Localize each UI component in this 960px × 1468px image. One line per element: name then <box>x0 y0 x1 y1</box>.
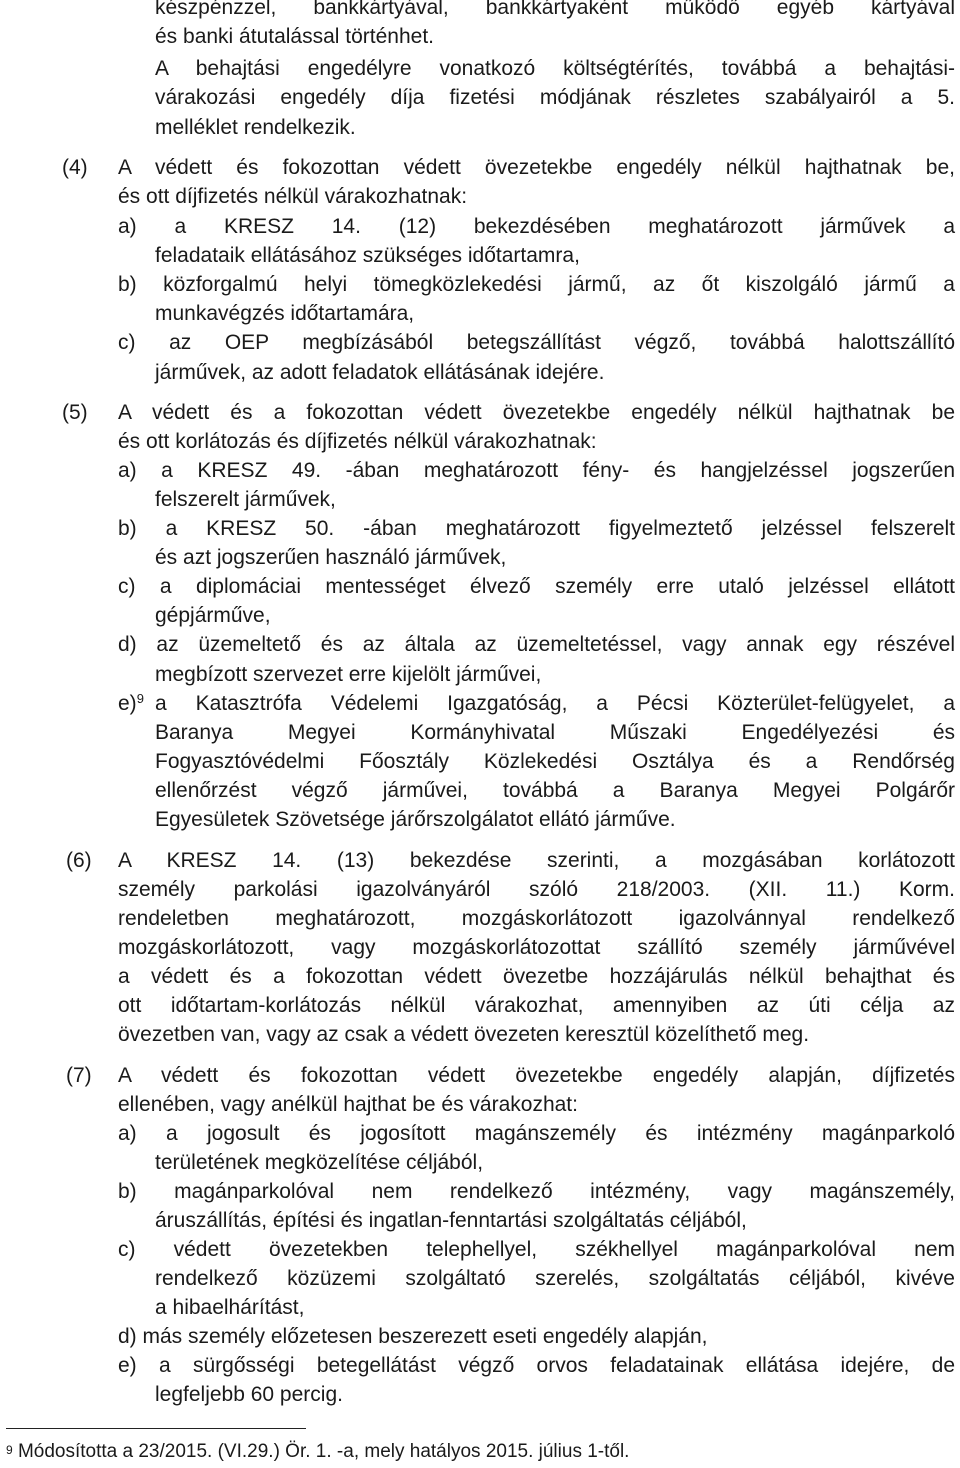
text-line: várakozási engedély díja fizetési módjának részletes szabályairól a 5. <box>155 86 955 109</box>
text-line: ott időtartam-korlátozás nélkül várakozhat, amennyiben az úti célja az <box>118 994 955 1017</box>
text-line: felszerelt járművek, <box>155 488 336 511</box>
text-line: Egyesületek Szövetsége járőrszolgálatot ellátó járműve. <box>155 808 676 831</box>
text-line: a) a KRESZ 49. -ában meghatározott fény- és hangjelzéssel jogszerűen <box>118 459 955 482</box>
text-line: rendelkező közüzemi szolgáltató szerelés, szolgáltatás céljából, kivéve <box>155 1267 955 1290</box>
text-line: d) az üzemeltető és az általa az üzemeltetéssel, vagy annak egy részével <box>118 633 955 656</box>
text-line: b) közforgalmú helyi tömegközlekedési jármű, az őt kiszolgáló jármű a <box>118 273 955 296</box>
text-line: c) a diplomáciai mentességet élvező személy erre utaló jelzéssel ellátott <box>118 575 955 598</box>
text-line: b) magánparkolóval nem rendelkező intézmény, vagy magánszemély, <box>118 1180 955 1203</box>
text-line: A védett és fokozottan védett övezetekbe engedély alapján, díjfizetés <box>118 1064 955 1087</box>
text-line: c) védett övezetekben telephellyel, székhellyel magánparkolóval nem <box>118 1238 955 1261</box>
footnote-separator <box>6 1428 306 1429</box>
footnote <box>6 1440 629 1464</box>
text-line: A behajtási engedélyre vonatkozó költségtérítés, továbbá a behajtási- <box>155 57 955 80</box>
text-line: melléklet rendelkezik. <box>155 116 356 139</box>
text-line: a hibaelhárítást, <box>155 1296 305 1319</box>
text-line: készpénzzel, bankkártyával, bankkártyaként működő egyéb kártyával <box>155 0 955 19</box>
paragraph-number: (4) <box>62 156 88 179</box>
text-line: a) a KRESZ 14. (12) bekezdésében meghatározott járművek a <box>118 215 955 238</box>
text-line: e) a sürgősségi betegellátást végző orvos feladatainak ellátása idejére, de <box>118 1354 955 1377</box>
text-line: ellenőrzést végző járművei, továbbá a Baranya Megyei Polgárőr <box>155 779 955 802</box>
text-line: Baranya Megyei Kormányhivatal Műszaki Engedélyezési és <box>155 721 955 744</box>
text-line: b) a KRESZ 50. -ában meghatározott figyelmeztető jelzéssel felszerelt <box>118 517 955 540</box>
text-line: rendeletben meghatározott, mozgáskorlátozott igazolvánnyal rendelkező <box>118 907 955 930</box>
text-line: járművek, az adott feladatok ellátásának idejére. <box>155 361 605 384</box>
text-line: feladataik ellátásához szükséges időtartamra, <box>155 244 580 267</box>
text-line: A védett és fokozottan védett övezetekbe engedély nélkül hajthatnak be, <box>118 156 955 179</box>
text-line: és azt jogszerűen használó járművek, <box>155 546 507 569</box>
footnote-number: 9 <box>6 1443 13 1457</box>
text-line: c) az OEP megbízásából betegszállítást végző, továbbá halottszállító <box>118 331 955 354</box>
paragraph-number: (6) <box>66 849 92 872</box>
footnote-text: Módosította a 23/2015. (VI.29.) Ör. 1. -a, mely hatályos 2015. július 1-től. <box>17 1441 630 1462</box>
text-line: a) a jogosult és jogosított magánszemély és intézmény magánparkoló <box>118 1122 955 1145</box>
text-line: és ott díjfizetés nélkül várakozhatnak: <box>118 185 468 208</box>
text-line: ellenében, vagy anélkül hajthat be és várakozhat: <box>118 1093 578 1116</box>
item-label-e <box>118 690 144 720</box>
text-line: mozgáskorlátozott, vagy mozgáskorlátozottat szállító személy járművével <box>118 936 955 959</box>
text-line: legfeljebb 60 percig. <box>155 1383 343 1406</box>
text-line: Fogyasztóvédelmi Főosztály Közlekedési Osztálya és a Rendőrség <box>155 750 955 773</box>
text-line: A KRESZ 14. (13) bekezdése szerinti, a mozgásában korlátozott <box>118 849 955 872</box>
text-line: a védett és a fokozottan védett övezetbe hozzájárulás nélkül behajthat és <box>118 965 955 988</box>
text-line: A védett és a fokozottan védett övezetekbe engedély nélkül hajthatnak be <box>118 401 955 424</box>
text-line: munkavégzés időtartamára, <box>155 302 415 325</box>
paragraph-number: (7) <box>66 1064 92 1087</box>
text-line: és banki átutalással történhet. <box>155 25 435 48</box>
text-line: a Katasztrófa Védelemi Igazgatóság, a Pécsi Közterület-felügyelet, a <box>155 692 955 715</box>
footnote-reference: 9 <box>136 691 144 706</box>
text-line: gépjárműve, <box>155 604 271 627</box>
text-line: övezetben van, vagy az csak a védett övezeten keresztül közelíthető meg. <box>118 1023 810 1046</box>
text-line: d) más személy előzetesen beszerezett eseti engedély alapján, <box>118 1325 708 1348</box>
item-label-text: e) <box>118 692 137 715</box>
text-line: megbízott szervezet erre kijelölt járművei, <box>155 663 542 686</box>
paragraph-number: (5) <box>62 401 88 424</box>
text-line: személy parkolási igazolványáról szóló 218/2003. (XII. 11.) Korm. <box>118 878 955 901</box>
text-line: területének megközelítése céljából, <box>155 1151 484 1174</box>
text-line: és ott korlátozás és díjfizetés nélkül várakozhatnak: <box>118 430 597 453</box>
text-line: áruszállítás, építési és ingatlan-fenntartási szolgáltatás céljából, <box>155 1209 747 1232</box>
